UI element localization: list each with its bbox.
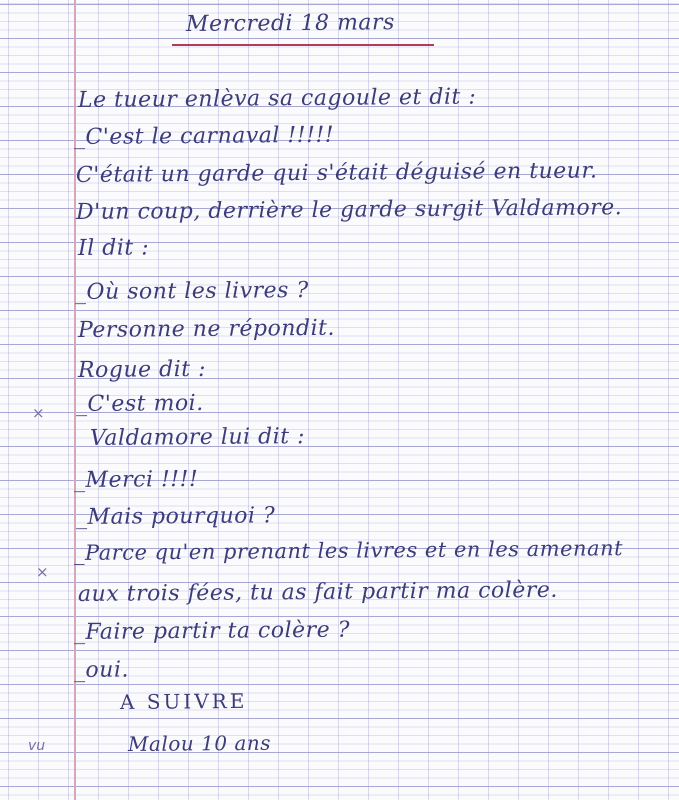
- to-be-continued: A SUIVRE: [119, 688, 248, 714]
- text-line: Valdamore lui dit :: [89, 424, 306, 451]
- text-line: Rogue dit :: [77, 356, 207, 383]
- text-line: _C'est moi.: [75, 390, 204, 417]
- text-line: D'un coup, derrière le garde surgit Valdamore.: [75, 195, 623, 225]
- date-underline: [172, 44, 434, 46]
- text-line: C'était un garde qui s'était déguisé en tueur.: [75, 158, 598, 188]
- text-line: Personne ne répondit.: [77, 315, 336, 343]
- text-line: _Parce qu'en prenant les livres et en les amenant: [73, 536, 624, 565]
- margin-cross-mark: ×: [36, 563, 49, 581]
- text-line: _oui.: [73, 657, 130, 683]
- page-date: Mercredi 18 mars: [185, 10, 395, 37]
- margin-cross-mark: ×: [32, 404, 45, 422]
- text-line: aux trois fées, tu as fait partir ma colère.: [77, 577, 558, 607]
- text-line: _Où sont les livres ?: [74, 277, 309, 305]
- text-line: _Merci !!!!: [73, 466, 199, 493]
- text-line: _C'est le carnaval !!!!!: [73, 122, 335, 150]
- author-signature: Malou 10 ans: [127, 730, 272, 756]
- text-line: Le tueur enlèva sa cagoule et dit :: [77, 84, 477, 113]
- text-line: Il dit :: [77, 235, 150, 261]
- teacher-seen-mark: vu: [28, 738, 46, 754]
- text-line: _Faire partir ta colère ?: [73, 617, 351, 645]
- text-line: _Mais pourquoi ?: [75, 503, 276, 530]
